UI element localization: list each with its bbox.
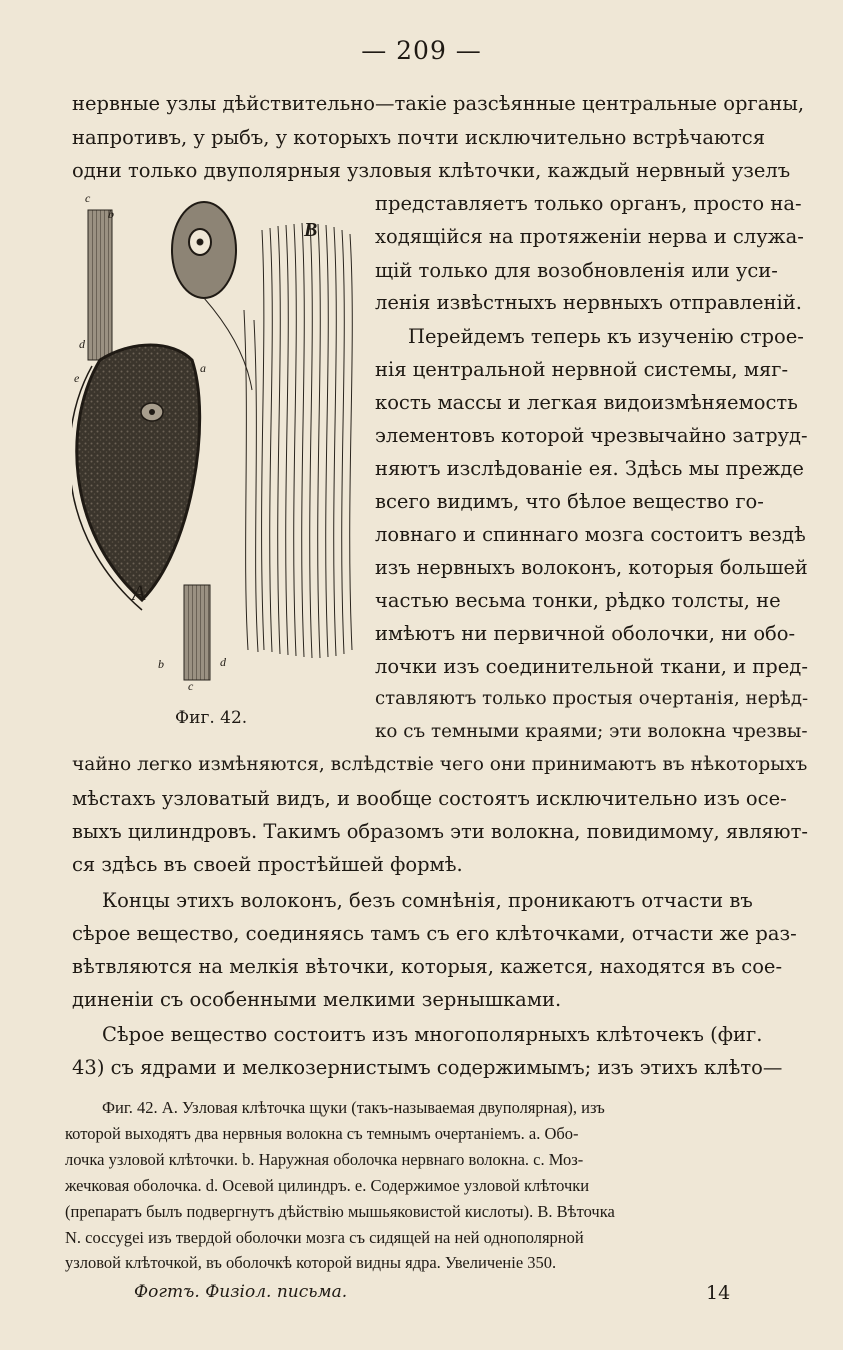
- body-line: изъ нервныхъ волоконъ, которыя большей: [375, 556, 808, 579]
- footnote-line: (препаратъ былъ подвергнутъ дѣйствію мышьяковистой кислоты). B. Вѣточка: [65, 1202, 615, 1221]
- label-c-top: c: [85, 191, 91, 205]
- body-line: представляетъ только органъ, просто на-: [375, 192, 802, 215]
- body-line: диненіи съ особенными мелкими зернышками.: [72, 988, 562, 1011]
- body-line: сѣрое вещество, соединяясь тамъ съ его клѣточками, отчасти же раз-: [72, 922, 797, 945]
- label-e: e: [74, 371, 80, 385]
- body-line: вѣтвляются на мелкія вѣточки, которыя, кажется, находятся въ сое-: [72, 955, 783, 978]
- body-line: кость массы и легкая видоизмѣняемость: [375, 391, 798, 414]
- body-line: ся здѣсь въ своей простѣйшей формѣ.: [72, 853, 463, 876]
- figure-42-illustration: [72, 190, 364, 700]
- footnote-line: узловой клѣточкой, въ оболочкѣ которой видны ядра. Увеличеніе 350.: [65, 1253, 557, 1272]
- signature-mark: 14: [706, 1282, 731, 1304]
- footnote-line: Фиг. 42. А. Узловая клѣточка щуки (такъ-называемая двуполярная), изъ: [102, 1098, 605, 1117]
- body-line: ставляютъ только простыя очертанія, нерѣд-: [375, 688, 809, 709]
- label-b-bottom: b: [158, 657, 164, 671]
- body-line: Сѣрое вещество состоитъ изъ многополярныхъ клѣточекъ (фиг.: [102, 1023, 763, 1046]
- body-line: Перейдемъ теперь къ изученію строе-: [408, 325, 804, 348]
- body-line: мѣстахъ узловатый видъ, и вообще состоятъ исключительно изъ осе-: [72, 787, 787, 810]
- label-c-bottom: c: [188, 679, 194, 693]
- body-line: ленія извѣстныхъ нервныхъ отправленій.: [375, 291, 802, 314]
- body-line: напротивъ, у рыбъ, у которыхъ почти исключительно встрѣчаются: [72, 126, 766, 149]
- body-line: щій только для возобновленія или уси-: [375, 259, 778, 282]
- label-d-bottom: d: [220, 655, 226, 669]
- body-line: нервные узлы дѣйствительно—такіе разсѣянные центральные органы,: [72, 92, 805, 115]
- body-line: одни только двуполярныя узловыя клѣточки, каждый нервный узелъ: [72, 159, 791, 182]
- body-line: всего видимъ, что бѣлое вещество го-: [375, 490, 764, 513]
- body-line: ловнаго и спиннаго мозга состоитъ вездѣ: [375, 523, 806, 546]
- body-line: лочки изъ соединительной ткани, и пред-: [375, 655, 808, 678]
- footnote-line: N. соссуgei изъ твердой оболочки мозга съ сидящей на ней однополярной: [65, 1228, 584, 1247]
- page-number: — 209 —: [361, 36, 482, 65]
- body-line: Концы этихъ волоконъ, безъ сомнѣнія, проникаютъ отчасти въ: [102, 889, 753, 912]
- footnote-line: которой выходятъ два нервныя волокна съ темнымъ очертаніемъ. a. Обо-: [65, 1124, 579, 1143]
- label-B: B: [304, 219, 318, 241]
- body-line: элементовъ которой чрезвычайно затруд-: [375, 424, 808, 447]
- body-line: няютъ изслѣдованіе ея. Здѣсь мы прежде: [375, 457, 804, 480]
- body-line: нія центральной нервной системы, мяг-: [375, 358, 789, 381]
- footnote-line: жечковая оболочка. d. Осевой цилиндръ. e. Содержимое узловой клѣточки: [65, 1176, 590, 1195]
- body-line: выхъ цилиндровъ. Такимъ образомъ эти волокна, повидимому, являют-: [72, 820, 808, 843]
- body-line: имѣютъ ни первичной оболочки, ни обо-: [375, 622, 796, 645]
- footnote-line: лочка узловой клѣточки. b. Наружная оболочка нервнаго волокна. c. Моз-: [65, 1150, 584, 1169]
- body-line: 43) съ ядрами и мелкозернистымъ содержимымъ; изъ этихъ клѣто—: [72, 1056, 783, 1079]
- label-a: a: [200, 361, 206, 375]
- body-line: ко съ темными краями; эти волокна чрезвы-: [375, 721, 808, 742]
- label-d-top: d: [79, 337, 85, 351]
- label-A: A: [132, 580, 146, 605]
- body-line: чайно легко измѣняются, вслѣдствіе чего они принимаютъ въ нѣкоторыхъ: [72, 754, 808, 775]
- body-line: ходящійся на протяженіи нерва и служа-: [375, 225, 804, 248]
- running-footer-title: Фогтъ. Физіол. письма.: [134, 1282, 348, 1302]
- figure-caption: Фиг. 42.: [175, 708, 248, 728]
- body-line: частью весьма тонки, рѣдко толсты, не: [375, 589, 781, 612]
- label-b-top: b: [108, 207, 114, 221]
